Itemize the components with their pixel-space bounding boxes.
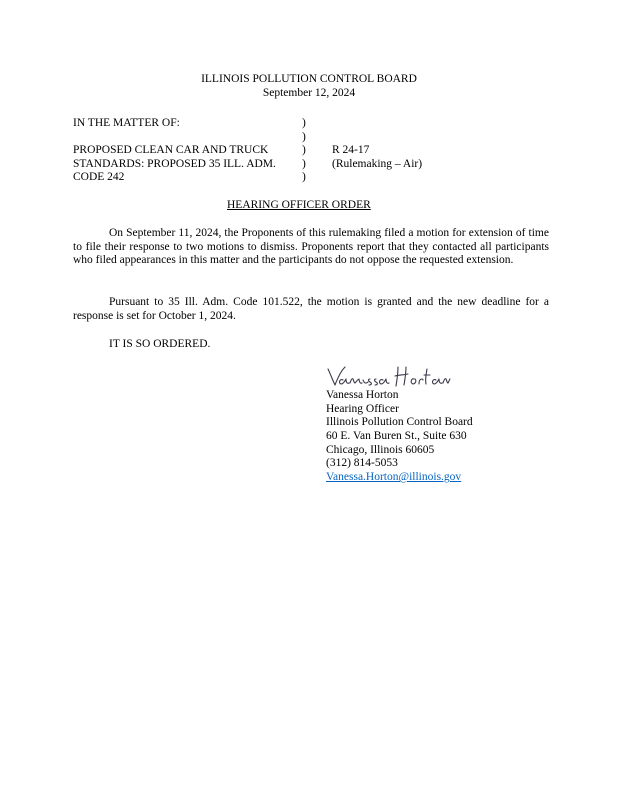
handwritten-signature (326, 363, 451, 389)
caption-paren: ) (302, 117, 306, 129)
signer-address-line-2: Chicago, Illinois 60605 (326, 443, 435, 456)
caption-parentheses (302, 117, 310, 185)
signature-block (326, 363, 566, 485)
signer-title: Hearing Officer (326, 402, 399, 415)
body-paragraph-2: Pursuant to 35 Ill. Adm. Code 101.522, the motion is granted and the new deadline for a response is set for October 1, 2024. (73, 296, 549, 322)
caption-paren: ) (302, 171, 306, 183)
body-paragraph-3: IT IS SO ORDERED. (109, 338, 211, 350)
caption-paren: ) (302, 157, 306, 170)
caption-docket (332, 144, 532, 171)
caption-line: STANDARDS: PROPOSED 35 ILL. ADM. (73, 157, 276, 170)
signer-name: Vanessa Horton (326, 389, 399, 401)
caption-line (73, 131, 301, 145)
caption-line: IN THE MATTER OF: (73, 117, 180, 129)
document-header (0, 73, 618, 100)
caption-matter (73, 117, 301, 185)
caption-paren: ) (302, 144, 306, 156)
signer-email-link[interactable]: Vanessa.Horton@illinois.gov (326, 471, 462, 484)
signer-phone: (312) 814-5053 (326, 457, 398, 470)
caption-paren: ) (302, 130, 306, 143)
docket-type: (Rulemaking – Air) (332, 157, 423, 170)
caption-line: CODE 242 (73, 171, 125, 183)
agency-name: ILLINOIS POLLUTION CONTROL BOARD (201, 73, 417, 85)
signer-address-line-1: 60 E. Van Buren St., Suite 630 (326, 430, 467, 443)
body-paragraph-1: On September 11, 2024, the Proponents of this rulemaking filed a motion for extension of time to file their response to two motions to dismiss. Proponents report that they contacted all participants who filed appearances in this matter and the participants do not oppose the requested extension. (73, 227, 549, 266)
order-date: September 12, 2024 (262, 86, 356, 99)
caption-line: PROPOSED CLEAN CAR AND TRUCK (73, 144, 269, 156)
docket-number: R 24-17 (332, 144, 370, 156)
signer-organization: Illinois Pollution Control Board (326, 416, 473, 429)
order-title: HEARING OFFICER ORDER (227, 199, 371, 211)
